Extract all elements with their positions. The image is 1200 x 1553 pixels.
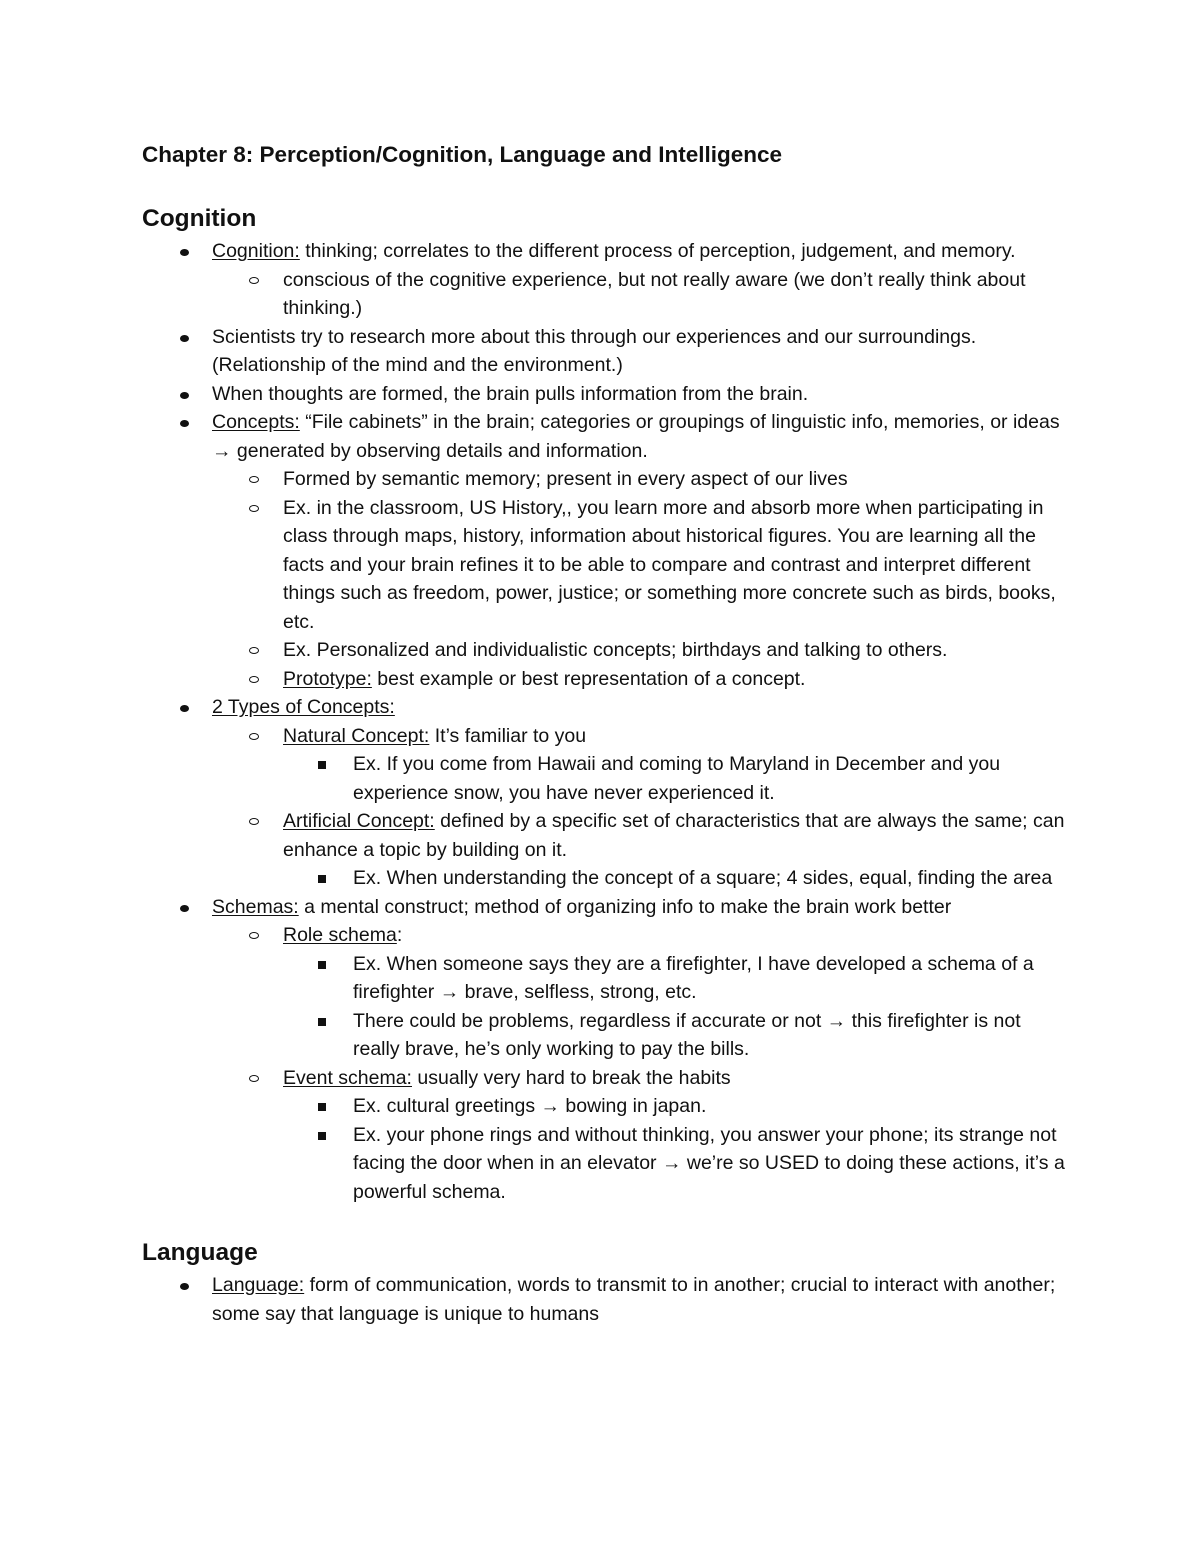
item-text: form of communication, words to transmit to in another; crucial to interact with another; some say that language is unique to humans (212, 1274, 1056, 1325)
list-item (142, 921, 1072, 950)
item-text: thinking; correlates to the different process of perception, judgement, and memory. (299, 240, 1016, 262)
list-item (142, 1271, 1072, 1328)
item-text: : (396, 924, 403, 946)
item-text: Ex. When someone says they are a firefighter, I have developed a schema of a firefighter → brave, selfless, strong, etc. (353, 952, 1034, 1003)
list-item (142, 266, 1072, 323)
list-item (142, 636, 1072, 665)
item-text: Ex. your phone rings and without thinking, you answer your phone; its strange not facing the door when in an elevator → we’re so USED to doing these actions, it’s a powerful schema. (353, 1123, 1065, 1203)
list-item (142, 380, 1072, 409)
list-item (142, 893, 1072, 922)
list-item (142, 807, 1072, 864)
item-text: Formed by semantic memory; present in every aspect of our lives (283, 468, 848, 490)
section-heading-cognition: Cognition (142, 205, 257, 232)
item-text: “File cabinets” in the brain; categories or groupings of linguistic info, memories, or ideas → generated by observing details and information. (212, 411, 1060, 462)
item-text: conscious of the cognitive experience, but not really aware (we don’t really think about thinking.) (283, 268, 1026, 319)
list-item (142, 1064, 1072, 1093)
list-item (142, 494, 1072, 637)
term: Schemas: (212, 895, 299, 918)
term: Artificial Concept: (283, 810, 435, 832)
item-text: best example or best representation of a concept. (371, 667, 806, 690)
item-text: Scientists try to research more about this through our experiences and our surroundings. (Relationship of the mind and the environment.) (212, 325, 977, 376)
item-text: It’s familiar to you (429, 724, 587, 747)
term: 2 Types of Concepts: (212, 696, 395, 718)
section-heading-language: Language (142, 1239, 258, 1266)
term: Event schema: (283, 1066, 412, 1089)
document-title: Chapter 8: Perception/Cognition, Language and Intelligence (142, 142, 783, 167)
item-text: defined by a specific set of characteristics that are always the same; can enhance a topic by building on it. (283, 810, 1065, 861)
item-text: a mental construct; method of organizing info to make the brain work better (298, 895, 952, 918)
list-item (142, 722, 1072, 751)
document-page (142, 138, 1072, 1328)
term: Prototype: (283, 667, 372, 690)
item-text: Ex. When understanding the concept of a square; 4 sides, equal, finding the area (353, 867, 1053, 889)
item-text: Ex. cultural greetings → bowing in japan. (353, 1095, 707, 1117)
item-text: Ex. If you come from Hawaii and coming to Maryland in December and you experience snow, you have never experienced it. (353, 753, 1001, 804)
term: Cognition: (212, 240, 300, 262)
list-item (142, 465, 1072, 494)
term: Concepts: (212, 411, 300, 433)
list-item (142, 750, 1072, 807)
list-item (142, 693, 1072, 722)
item-text: Ex. in the classroom, US History,, you learn more and absorb more when participating in class through maps, history, information about historical figures. You are learning all the facts and your brain refines it to be able to compare and contrast and interpret different things such as freedom, power, justice; or something more concrete such as birds, books, etc. (283, 496, 1056, 633)
list-item (142, 1092, 1072, 1121)
term: Language: (212, 1274, 305, 1296)
list-item (142, 323, 1072, 380)
item-text: When thoughts are formed, the brain pulls information from the brain. (212, 382, 809, 405)
list-item (142, 237, 1072, 266)
item-text: Ex. Personalized and individualistic concepts; birthdays and talking to others. (283, 639, 948, 661)
term: Natural Concept: (283, 724, 430, 747)
item-text: There could be problems, regardless if accurate or not → this firefighter is not really brave, he’s only working to pay the bills. (353, 1009, 1021, 1060)
list-item (142, 950, 1072, 1007)
item-text: usually very hard to break the habits (411, 1066, 731, 1089)
language-list (142, 1271, 1072, 1328)
list-item (142, 864, 1072, 893)
list-item (142, 1007, 1072, 1064)
cognition-list (142, 237, 1072, 1206)
term: Role schema (283, 924, 397, 946)
list-item (142, 665, 1072, 694)
list-item (142, 1121, 1072, 1207)
list-item (142, 408, 1072, 465)
